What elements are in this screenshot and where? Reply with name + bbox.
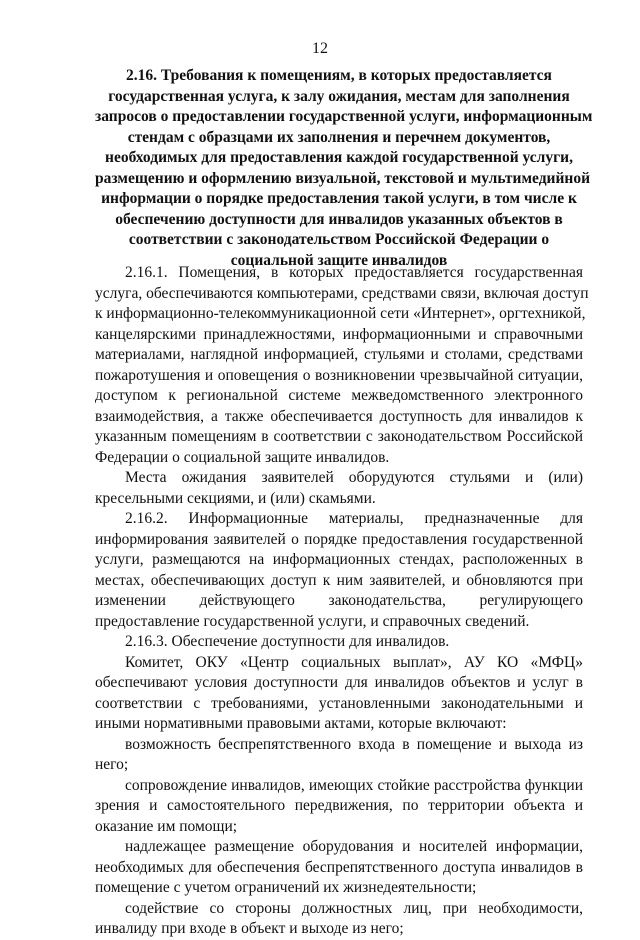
heading-line: запросов о предоставлении государственной услуги, информационным	[95, 108, 593, 125]
text-line: Места ожидания заявителей оборудуются стульями и (или)	[125, 469, 583, 486]
text-line: доступом к региональной системе межведомственного электронного	[95, 387, 583, 404]
text-line: помещение с учетом ограничений их жизнедеятельности;	[95, 879, 477, 896]
paragraph-2-16-1	[95, 263, 589, 468]
heading-line: государственная услуга, к залу ожидания, местам для заполнения	[108, 87, 570, 105]
heading-line: обеспечению доступности для инвалидов указанных объектов в	[115, 210, 563, 228]
text-line: к информационно-телекоммуникационной сети «Интернет», оргтехникой,	[95, 305, 586, 322]
text-line: надлежащее размещение оборудования и носителей информации,	[125, 838, 583, 855]
text-line: пожаротушения и оповещения о возникновении чрезвычайной ситуации,	[95, 366, 583, 384]
text-line: него;	[95, 756, 129, 773]
text-line: иными нормативными правовыми актами, которые включают:	[95, 715, 507, 732]
section-heading	[95, 66, 593, 271]
document-body	[95, 263, 589, 940]
text-line: указанным помещениям в соответствии с законодательством Российской	[95, 428, 583, 445]
text-line: необходимых для обеспечения беспрепятственного доступа инвалидов в	[95, 858, 583, 876]
paragraph-escort	[95, 776, 583, 838]
heading-line: стендам с образцами их заполнения и перечнем документов,	[127, 128, 551, 146]
paragraph-waiting-areas	[95, 468, 583, 509]
text-line: услуги, размещаются на информационных стендах, расположенных в	[95, 551, 583, 568]
text-line: 2.16.2. Информационные материалы, предназначенные для	[125, 510, 583, 527]
page-number: 12	[312, 40, 328, 57]
heading-line: информации о порядке предоставления такой услуги, в том числе к	[101, 190, 577, 207]
text-line: услуга, обеспечиваются компьютерами, средствами связи, включая доступ	[95, 284, 589, 302]
text-line: канцелярскими принадлежностями, информационными и справочными	[95, 325, 583, 343]
text-line: инвалиду при входе в объект и выходе из него;	[95, 920, 404, 937]
text-line: кресельными секциями, и (или) скамьями.	[95, 489, 376, 507]
text-line: обеспечивают условия доступности для инвалидов объектов и услуг в	[95, 674, 583, 691]
text-line: 2.16.3. Обеспечение доступности для инвалидов.	[125, 633, 450, 650]
text-line: зрения и самостоятельного передвижения, по территории объекта и	[95, 797, 583, 814]
paragraph-entry-exit	[95, 735, 583, 776]
text-line: информирования заявителей о порядке предоставления государственной	[95, 530, 583, 548]
heading-line: социальной защите инвалидов	[230, 251, 448, 269]
heading-line: размещению и оформлению визуальной, текстовой и мультимедийной	[95, 169, 591, 187]
text-line: взаимодействия, а также обеспечивается доступность для инвалидов к	[95, 407, 583, 425]
text-line: предоставление государственной услуги, и справочных сведений.	[95, 612, 530, 630]
text-line: 2.16.1. Помещения, в которых предоставляется государственная	[125, 264, 583, 281]
text-line: содействие со стороны должностных лиц, при необходимости,	[125, 899, 583, 917]
text-line: Комитет, ОКУ «Центр социальных выплат», АУ КО «МФЦ»	[125, 653, 583, 671]
paragraph-2-16-3	[95, 632, 583, 653]
text-line: возможность беспрепятственного входа в помещение и выхода из	[125, 735, 583, 753]
paragraph-committee	[95, 653, 583, 735]
heading-line: необходимых для предоставления каждой государственной услуги,	[105, 149, 573, 166]
text-line: изменении действующего законодательства, регулирующего	[95, 592, 583, 609]
heading-line: соответствии с законодательством Российской Федерации о	[128, 231, 550, 248]
text-line: оказание им помощи;	[95, 817, 238, 835]
text-line: материалами, наглядной информацией, стульями и столами, средствами	[95, 346, 583, 363]
heading-line: 2.16. Требования к помещениям, в которых предоставляется	[126, 67, 552, 84]
text-line: соответствии с требованиями, установленными законодательными и	[95, 694, 583, 712]
text-line: сопровождение инвалидов, имеющих стойкие расстройства функции	[125, 776, 583, 794]
text-line: местах, обеспечивающих доступ к ним заявителей, и обновляются при	[95, 571, 583, 589]
paragraph-2-16-2	[95, 509, 583, 632]
text-line: Федерации о социальной защите инвалидов.	[95, 448, 390, 466]
paragraph-equipment	[95, 837, 583, 899]
